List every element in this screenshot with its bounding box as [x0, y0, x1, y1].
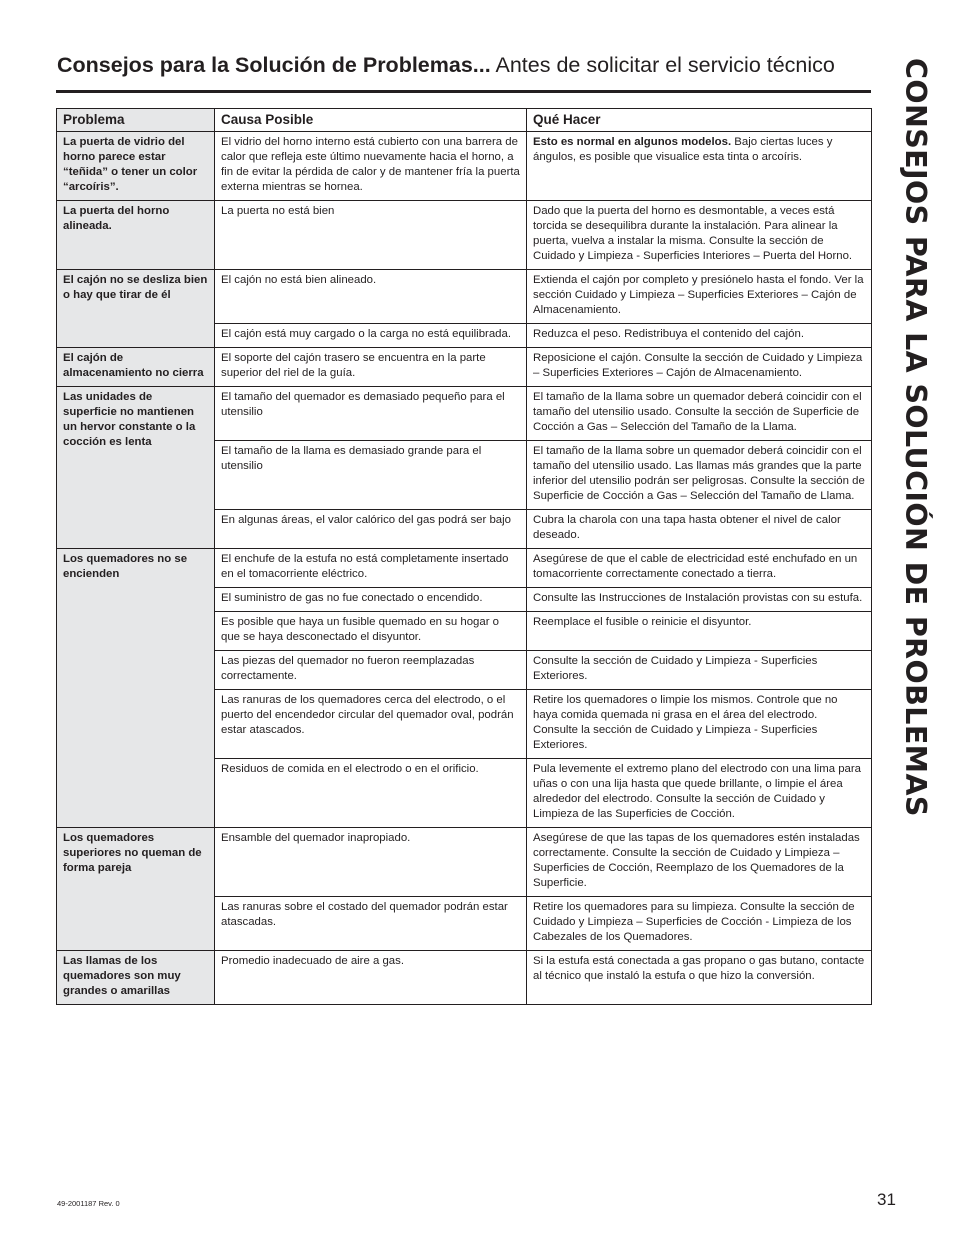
action-cell	[527, 348, 872, 387]
cause-cell: El enchufe de la estufa no está completamente insertado en el tomacorriente eléctrico.	[215, 549, 527, 588]
cause-cell: El vidrio del horno interno está cubierto con una barrera de calor que refleja este último nuevamente hacia el horno, a fin de evitar la pérdida de calor y de mantener fría la puerta externa mientras se hornea.	[215, 132, 527, 201]
action-cell	[527, 387, 872, 441]
page-subtitle: Antes de solicitar el servicio técnico	[490, 53, 835, 77]
action-text: Asegúrese de que el cable de electricidad esté enchufado en un tomacorriente correctamente conectado a tierra.	[533, 553, 858, 580]
action-cell	[527, 441, 872, 510]
problem-cell: La puerta del horno alineada.	[57, 201, 215, 270]
table-row	[57, 270, 872, 324]
action-cell	[527, 951, 872, 1005]
action-cell	[527, 828, 872, 897]
cause-cell: Las ranuras sobre el costado del quemador podrán estar atascadas.	[215, 897, 527, 951]
cause-cell: El cajón no está bien alineado.	[215, 270, 527, 324]
action-cell	[527, 612, 872, 651]
action-text: Cubra la charola con una tapa hasta obtener el nivel de calor deseado.	[533, 514, 841, 541]
cause-cell: En algunas áreas, el valor calórico del gas podrá ser bajo	[215, 510, 527, 549]
action-text: El tamaño de la llama sobre un quemador deberá coincidir con el tamaño del utensilio usado. Las llamas más grandes que la parte inferior del utensilio podrán ser peligrosas. Consulte la sección de Superficie de Cocción a Gas – Selección del Tamaño de Llama.	[533, 445, 865, 502]
cause-cell: Las ranuras de los quemadores cerca del electrodo, o el puerto del encendedor circular del quemador oval, podrán estar atascados.	[215, 690, 527, 759]
action-cell	[527, 201, 872, 270]
table-row	[57, 549, 872, 588]
table-row	[57, 348, 872, 387]
column-header-cause: Causa Posible	[215, 109, 527, 132]
action-cell	[527, 270, 872, 324]
problem-cell: Las llamas de los quemadores son muy grandes o amarillas	[57, 951, 215, 1005]
section-side-tab-label: CONSEJOS PARA LA SOLUCIÓN DE PROBLEMAS	[899, 58, 932, 817]
table-row	[57, 132, 872, 201]
cause-cell: Ensamble del quemador inapropiado.	[215, 828, 527, 897]
action-text: Consulte las Instrucciones de Instalación provistas con su estufa.	[533, 592, 863, 604]
action-text: Bajo ciertas luces y ángulos, es posible que visualice esta tinta o arcoíris.	[533, 136, 833, 163]
page-title: Consejos para la Solución de Problemas...	[57, 53, 491, 77]
action-text: Consulte la sección de Cuidado y Limpieza - Superficies Exteriores.	[533, 655, 818, 682]
action-emphasis: Esto es normal en algunos modelos.	[533, 136, 732, 148]
cause-cell: Las piezas del quemador no fueron reemplazadas correctamente.	[215, 651, 527, 690]
action-text: Si la estufa está conectada a gas propano o gas butano, contacte al técnico que instaló la estufa o que hizo la conversión.	[533, 955, 865, 982]
problem-cell: El cajón no se desliza bien o hay que tirar de él	[57, 270, 215, 348]
action-text: Reemplace el fusible o reinicie el disyuntor.	[533, 616, 752, 628]
action-cell	[527, 651, 872, 690]
problem-cell: Los quemadores superiores no queman de forma pareja	[57, 828, 215, 951]
problem-cell: El cajón de almacenamiento no cierra	[57, 348, 215, 387]
table-row	[57, 387, 872, 441]
action-text: Pula levemente el extremo plano del electrodo con una lima para uñas o con una lija hasta que quede brillante, o limpie el área alrededor del electrodo. Consulte la sección de Cuidado y Limpieza de las Superficies de Cocción.	[533, 763, 861, 820]
cause-cell: La puerta no está bien	[215, 201, 527, 270]
action-text: Reduzca el peso. Redistribuya el contenido del cajón.	[533, 328, 805, 340]
column-header-action: Qué Hacer	[527, 109, 872, 132]
cause-cell: Residuos de comida en el electrodo o en el orificio.	[215, 759, 527, 828]
cause-cell: El suministro de gas no fue conectado o encendido.	[215, 588, 527, 612]
document-code: 49-2001187 Rev. 0	[57, 1199, 120, 1208]
page-number: 31	[877, 1190, 896, 1209]
cause-cell: El cajón está muy cargado o la carga no está equilibrada.	[215, 324, 527, 348]
column-header-problem: Problema	[57, 109, 215, 132]
action-cell	[527, 132, 872, 201]
cause-cell: El tamaño del quemador es demasiado pequeño para el utensilio	[215, 387, 527, 441]
action-text: El tamaño de la llama sobre un quemador deberá coincidir con el tamaño del utensilio usado. Consulte la sección de Superficie de Cocción a Gas – Selección del Tamaño de la Llama.	[533, 391, 862, 433]
page-header	[57, 52, 872, 78]
problem-cell: Las unidades de superficie no mantienen un hervor constante o la cocción es lenta	[57, 387, 215, 549]
action-cell	[527, 324, 872, 348]
action-text: Asegúrese de que las tapas de los quemadores estén instaladas correctamente. Consulte la sección de Cuidado y Limpieza – Superficies de Cocción, Reemplazo de los Quemadores de la Superficie.	[533, 832, 860, 889]
action-cell	[527, 549, 872, 588]
table-row	[57, 201, 872, 270]
action-cell	[527, 759, 872, 828]
action-text: Extienda el cajón por completo y presiónelo hasta el fondo. Ver la sección Cuidado y Limpieza – Superficies Exteriores – Cajón de Almacenamiento.	[533, 274, 864, 316]
cause-cell: El soporte del cajón trasero se encuentra en la parte superior del riel de la guía.	[215, 348, 527, 387]
action-cell	[527, 897, 872, 951]
action-text: Retire los quemadores o limpie los mismos. Controle que no haya comida quemada ni grasa en el área del electrodo. Consulte la sección de Cuidado y Limpieza - Superficies Exteriores.	[533, 694, 838, 751]
cause-cell: Es posible que haya un fusible quemado en su hogar o que se haya desconectado el disyuntor.	[215, 612, 527, 651]
section-side-tab	[893, 58, 933, 818]
troubleshooting-table	[56, 108, 872, 1005]
action-cell	[527, 588, 872, 612]
action-text: Reposicione el cajón. Consulte la sección de Cuidado y Limpieza – Superficies Exteriores – Cajón de Almacenamiento.	[533, 352, 863, 379]
header-rule	[56, 90, 871, 93]
problem-cell: Los quemadores no se encienden	[57, 549, 215, 828]
table-row	[57, 951, 872, 1005]
action-cell	[527, 510, 872, 549]
table-row	[57, 828, 872, 897]
problem-cell: La puerta de vidrio del horno parece estar “teñida” o tener un color “arcoíris”.	[57, 132, 215, 201]
cause-cell: El tamaño de la llama es demasiado grande para el utensilio	[215, 441, 527, 510]
table-header-row	[57, 109, 872, 132]
cause-cell: Promedio inadecuado de aire a gas.	[215, 951, 527, 1005]
action-text: Dado que la puerta del horno es desmontable, a veces está torcida se desequilibra durante la instalación. Para alinear la puerta, vuelva a instalar la misma. Consulte la sección de Cuidado y Limpieza - Superficies Interiores – Puerta del Horno.	[533, 205, 853, 262]
action-text: Retire los quemadores para su limpieza. Consulte la sección de Cuidado y Limpieza – Superficies de Cocción - Limpieza de los Cabezales de los Quemadores.	[533, 901, 855, 943]
action-cell	[527, 690, 872, 759]
